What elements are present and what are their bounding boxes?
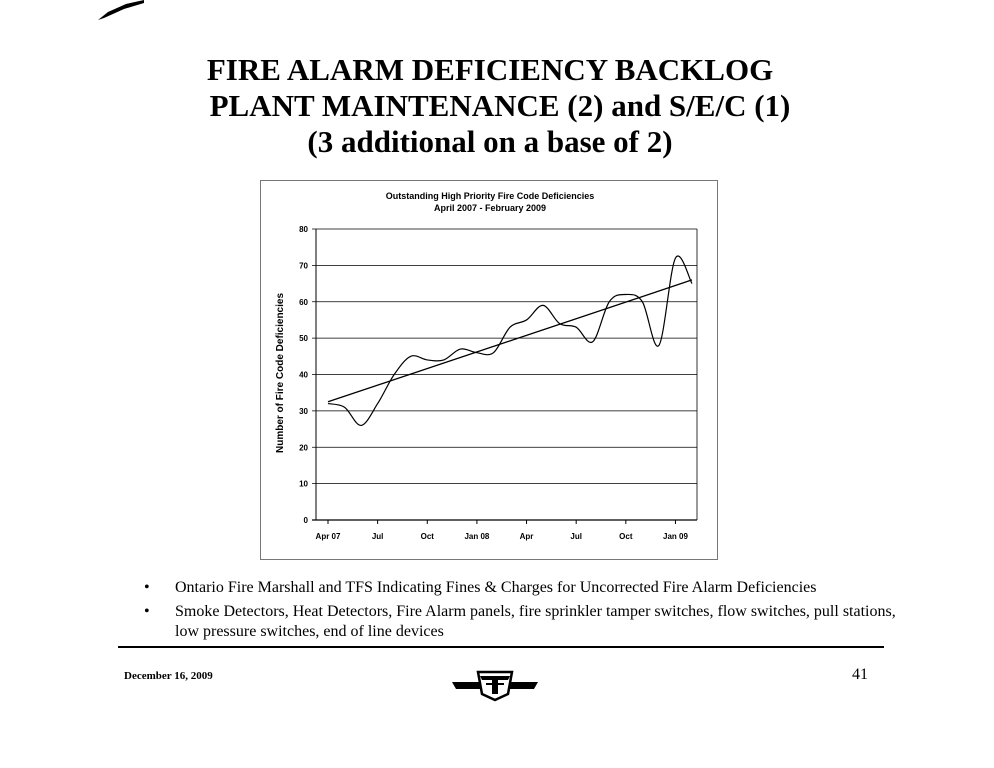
bullet-dot: • — [144, 579, 150, 596]
title-line-2: PLANT MAINTENANCE (2) and S/E/C (1) — [209, 88, 791, 123]
bullet-dot: • — [144, 603, 150, 620]
y-tick-label: 50 — [299, 334, 308, 344]
bullet-text: Smoke Detectors, Heat Detectors, Fire Alarm panels, fire sprinkler tamper switches, flow switches, pull stations, low pressure switches, end of line devices — [175, 603, 896, 640]
y-axis-label: Number of Fire Code Deficiencies — [275, 292, 286, 454]
y-tick-label: 0 — [303, 516, 308, 525]
x-tick-label: Jan 09 — [663, 532, 688, 541]
x-tick-labels — [316, 520, 689, 541]
y-tick-labels — [299, 225, 308, 525]
scan-corner-mark — [96, 0, 146, 22]
trend-line — [328, 280, 692, 402]
y-tick-label: 20 — [299, 443, 308, 453]
y-tick-label: 70 — [299, 261, 308, 271]
chart-frame — [260, 180, 718, 560]
gridlines — [312, 229, 697, 520]
y-tick-label: 80 — [299, 225, 308, 234]
bullet-item — [140, 578, 900, 598]
title-line-1: FIRE ALARM DEFICIENCY BACKLOG — [206, 52, 774, 87]
x-tick-label: Jul — [371, 532, 384, 541]
y-tick-label: 10 — [299, 479, 308, 489]
deficiency-line-chart — [261, 181, 717, 559]
bullet-text: Ontario Fire Marshall and TFS Indicating Fines & Charges for Uncorrected Fire Alarm Deficiencies — [175, 579, 817, 596]
footer-date: December 16, 2009 — [124, 670, 213, 682]
x-tick-label: Oct — [619, 532, 633, 541]
bullet-list — [140, 578, 900, 646]
series-layer — [328, 256, 692, 425]
chart-title: Outstanding High Priority Fire Code Deficiencies — [385, 191, 595, 201]
ttc-logo-icon — [450, 664, 540, 704]
y-tick-label: 30 — [299, 406, 308, 416]
x-tick-label: Oct — [420, 532, 434, 541]
chart-subtitle: April 2007 - February 2009 — [433, 203, 547, 213]
slide-title — [140, 52, 840, 160]
footer-divider — [118, 646, 884, 648]
y-tick-label: 60 — [299, 297, 308, 307]
x-tick-label: Apr — [519, 532, 534, 541]
x-tick-label: Jul — [570, 532, 582, 541]
page-number: 41 — [852, 666, 868, 683]
title-line-3: (3 additional on a base of 2) — [307, 124, 673, 159]
bullet-item — [140, 602, 900, 642]
y-tick-label: 40 — [299, 370, 308, 380]
x-tick-label: Jan 08 — [464, 532, 490, 541]
x-tick-label: Apr 07 — [315, 532, 341, 541]
